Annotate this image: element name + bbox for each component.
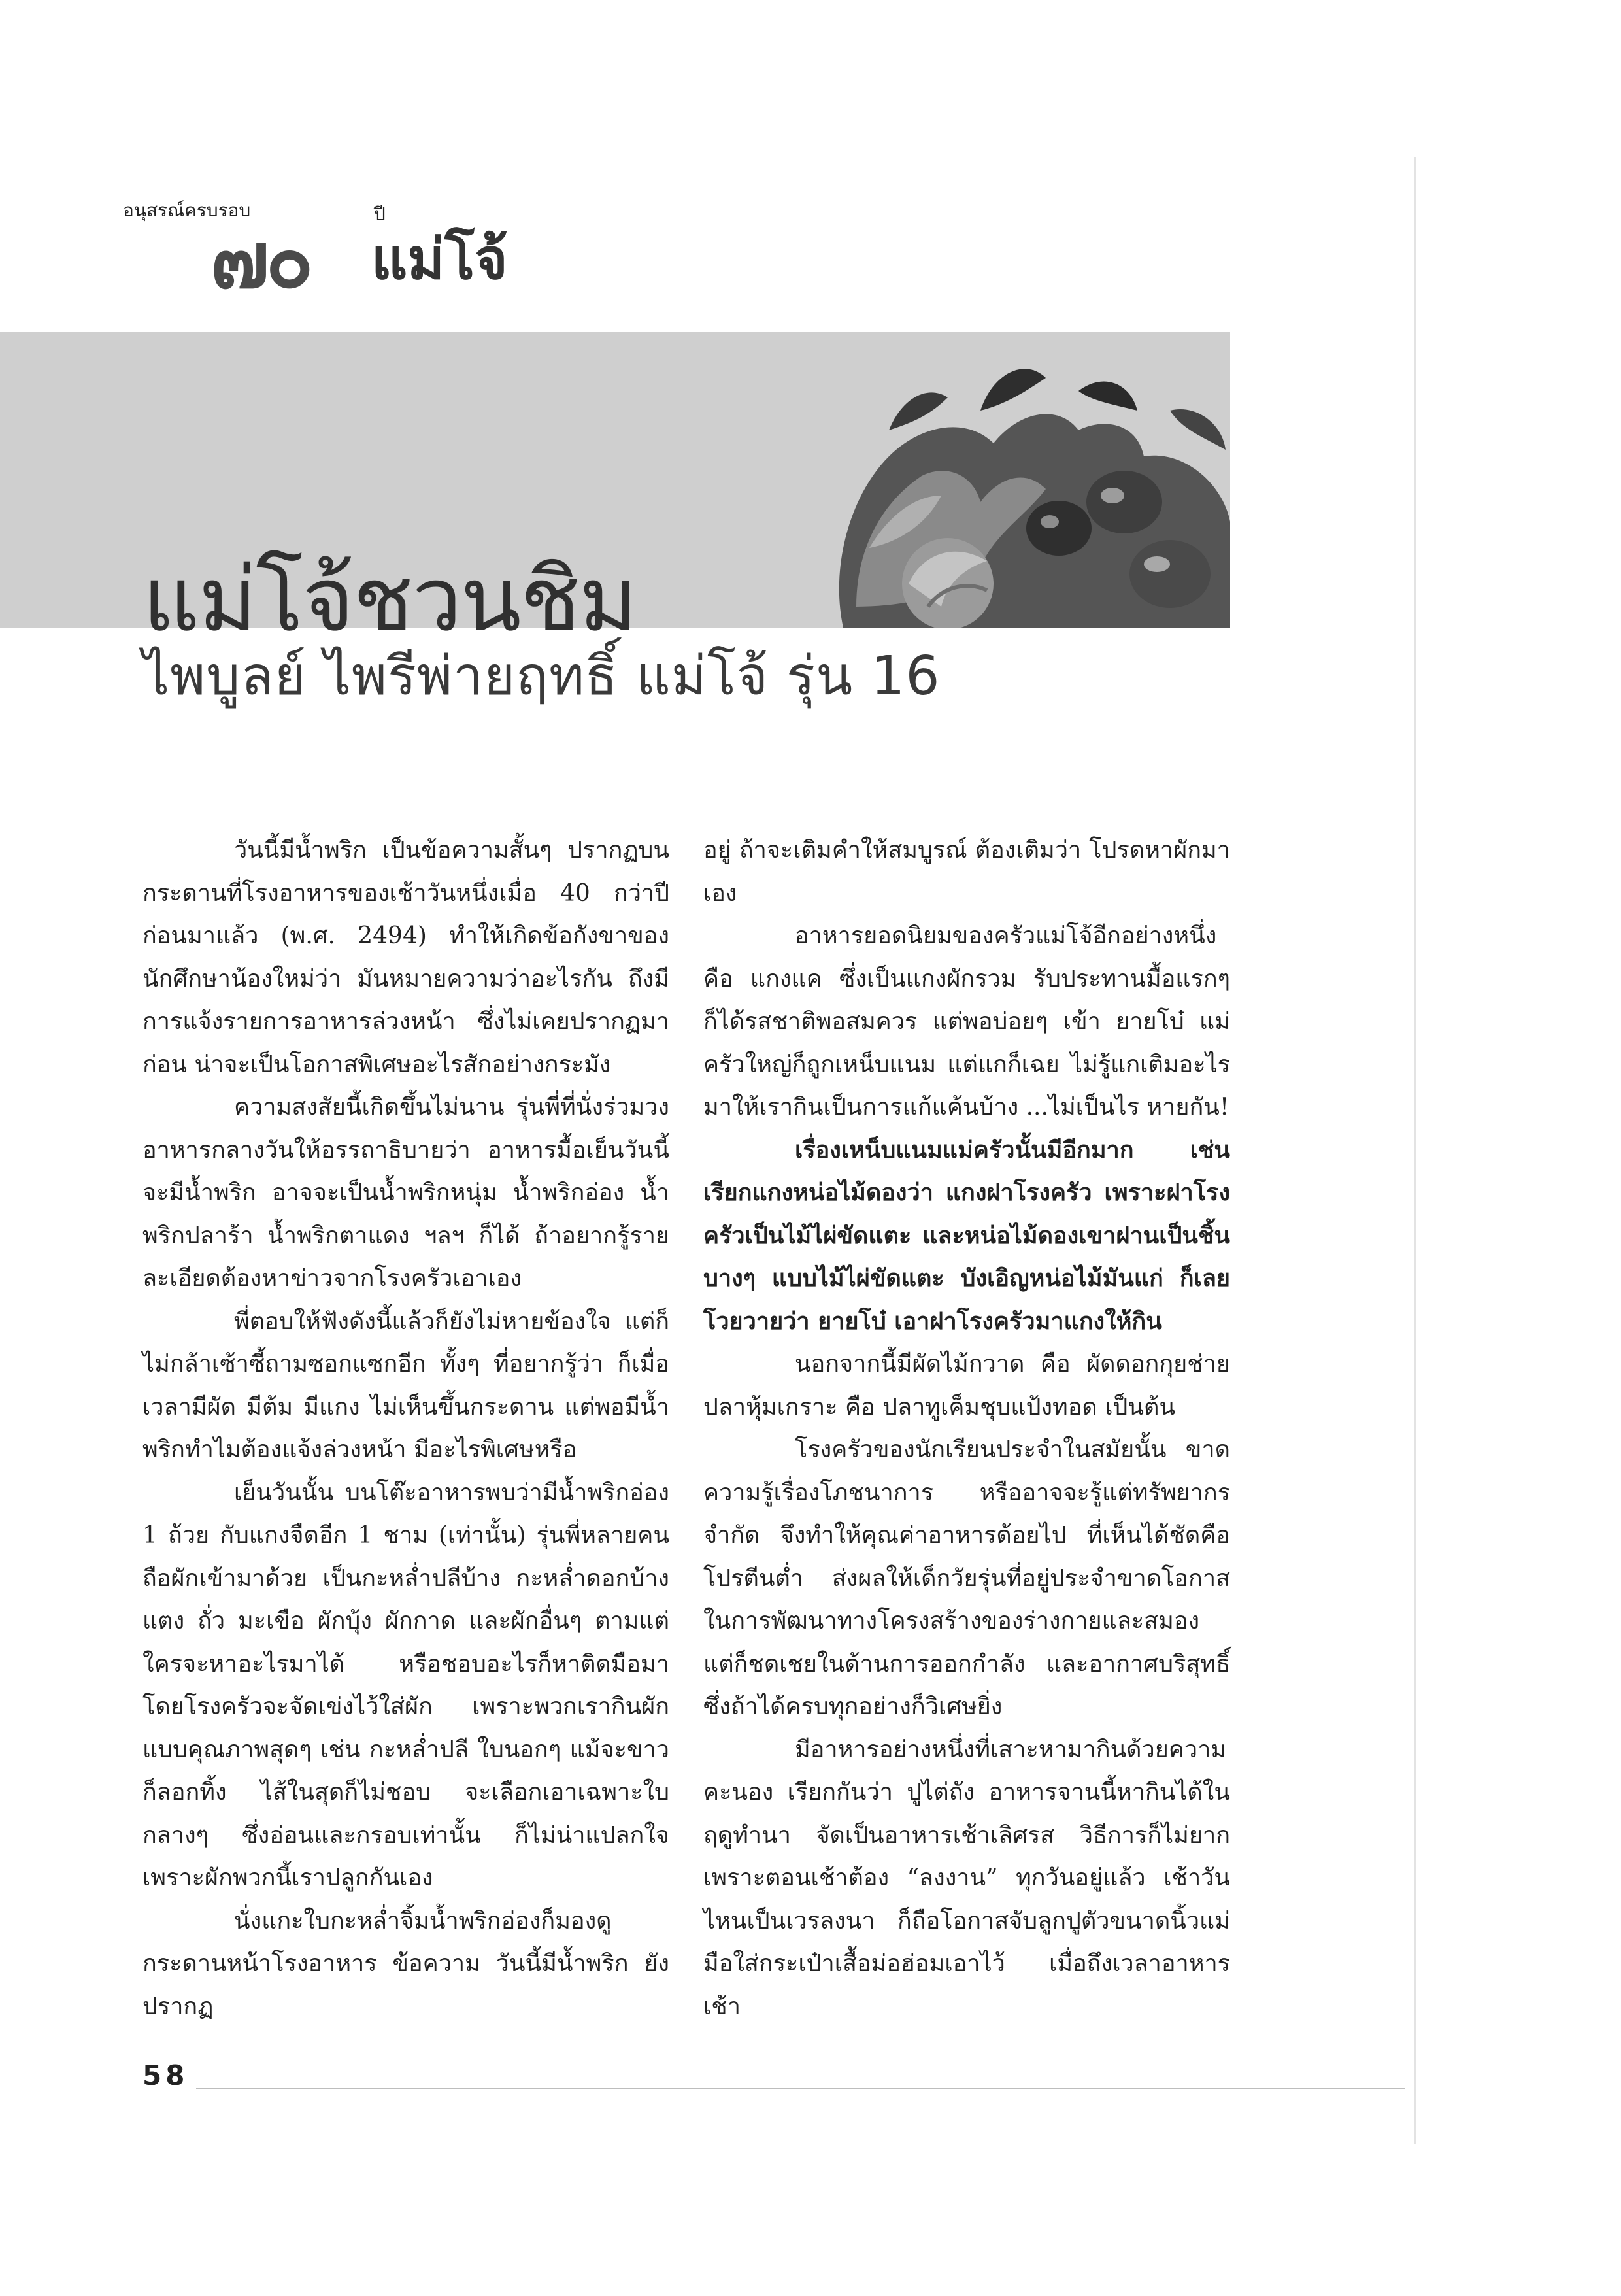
paragraph: พี่ตอบให้ฟังดังนี้แล้วก็ยังไม่หายข้องใจ แต่ก็ไม่กล้าเซ้าซี้ถามซอกแซกอีก ทั้งๆ ที่อยากรู้ว่า ก็เมื่อเวลามีผัด มีต้ม มีแกง ไม่เห็นขึ้นกระดาน แต่พอมีน้ำพริกทำไมต้องแจ้งล่วงหน้า มีอะไรพิเศษหรือ [142,1308,669,1463]
page-number: 58 [142,2059,189,2091]
paragraph: โรงครัวของนักเรียนประจำในสมัยนั้น ขาดความรู้เรื่องโภชนาการ หรืออาจจะรู้แต่ทรัพยากรจำกัด จึงทำให้คุณค่าอาหารด้อยไป ที่เห็นได้ชัดคือ โปรตีนต่ำ ส่งผลให้เด็กวัยรุ่นที่อยู่ประจำขาดโอกาสในการพัฒนาทางโครงสร้างของร่างกายและสมอง แต่ก็ชดเชยในด้านการออกกำลัง และอากาศบริสุทธิ์ซึ่งถ้าได้ครบทุกอย่างก็วิเศษยิ่ง [703,1436,1230,1720]
article-title: แม่โจ้ชวนชิม [142,549,637,652]
vegetable-illustration [830,332,1230,628]
paragraph: นอกจากนี้มีผัดไม้กวาด คือ ผัดดอกกุยช่าย ปลาหุ้มเกราะ คือ ปลาทูเค็มชุบแป้งทอด เป็นต้น [703,1351,1230,1421]
header-anniversary-label: อนุสรณ์ครบรอบ [123,199,251,221]
paragraph: นั่งแกะใบกะหล่ำจิ้มน้ำพริกอ่องก็มองดูกระดานหน้าโรงอาหาร ข้อความ วันนี้มีน้ำพริก ยังปรากฏ [142,1907,669,2020]
paragraph: อยู่ ถ้าจะเติมคำให้สมบูรณ์ ต้องเติมว่า โปรดหาผักมาเอง [703,837,1230,907]
article-column-right [703,829,1230,2028]
paragraph: อาหารยอดนิยมของครัวแม่โจ้อีกอย่างหนึ่ง คือ แกงแค ซึ่งเป็นแกงผักรวม รับประทานมื้อแรกๆ ก็ได้รสชาติพอสมควร แต่พอบ่อยๆ เข้า ยายโบ๋ แม่ครัวใหญ่ก็ถูกเหน็บแนม แต่แกก็เฉย ไม่รู้แกเติมอะไรมาให้เรากินเป็นการแก้แค้นบ้าง ...ไม่เป็นไร หายกัน! [703,922,1230,1121]
paragraph: วันนี้มีน้ำพริก เป็นข้อความสั้นๆ ปรากฏบนกระดานที่โรงอาหารของเช้าวันหนึ่งเมื่อ 40 กว่าปีก่อนมาแล้ว (พ.ศ. 2494) ทำให้เกิดข้อกังขาของนักศึกษาน้องใหม่ว่า มันหมายความว่าอะไรกัน ถึงมีการแจ้งรายการอาหารล่วงหน้า ซึ่งไม่เคยปรากฏมาก่อน น่าจะเป็นโอกาสพิเศษอะไรสักอย่างกระมัง [142,837,669,1078]
paragraph: มีอาหารอย่างหนึ่งที่เสาะหามากินด้วยความคะนอง เรียกกันว่า ปูไต่ถัง อาหารจานนี้หากินได้ในฤดูทำนา จัดเป็นอาหารเช้าเลิศรส วิธีการก็ไม่ยาก เพราะตอนเช้าต้อง “ลงงาน” ทุกวันอยู่แล้ว เช้าวันไหนเป็นเวรลงนา ก็ถือโอกาสจับลูกปูตัวขนาดนิ้วแม่มือใส่กระเป๋าเสื้อม่อฮ่อมเอาไว้ เมื่อถึงเวลาอาหารเช้า [703,1736,1230,2020]
paragraph: เย็นวันนั้น บนโต๊ะอาหารพบว่ามีน้ำพริกอ่อง 1 ถ้วย กับแกงจืดอีก 1 ชาม (เท่านั้น) รุ่นพี่หลายคนถือผักเข้ามาด้วย เป็นกะหล่ำปลีบ้าง กะหล่ำดอกบ้าง แตง ถั่ว มะเขือ ผักบุ้ง ผักกาด และผักอื่นๆ ตามแต่ใครจะหาอะไรมาได้ หรือชอบอะไรก็หาติดมือมา โดยโรงครัวจะจัดเข่งไว้ใส่ผัก เพราะพวกเรากินผักแบบคุณภาพสุดๆ เช่น กะหล่ำปลี ใบนอกๆ แม้จะขาวก็ลอกทิ้ง ไส้ในสุดก็ไม่ชอบ จะเลือกเอาเฉพาะใบกลางๆ ซึ่งอ่อนและกรอบเท่านั้น ก็ไม่น่าแปลกใจเพราะผักพวกนี้เราปลูกกันเอง [142,1479,669,1891]
header-anniversary-number: ๗๐ [210,214,310,306]
header-year-suffix: ปี [374,203,386,225]
header-maejo-word: แม่โจ้ [371,226,508,292]
paragraph: ความสงสัยนี้เกิดขึ้นไม่นาน รุ่นพี่ที่นั่งร่วมวงอาหารกลางวันให้อรรถาธิบายว่า อาหารมื้อเย็นวันนี้จะมีน้ำพริก อาจจะเป็นน้ำพริกหนุ่ม น้ำพริกอ่อง น้ำพริกปลาร้า น้ำพริกตาแดง ฯลฯ ก็ได้ ถ้าอยากรู้รายละเอียดต้องหาข่าวจากโรงครัวเอาเอง [142,1094,669,1292]
article-column-left [142,829,669,2028]
paragraph-bold: เรื่องเหน็บแนมแม่ครัวนั้นมีอีกมาก เช่น เรียกแกงหน่อไม้ดองว่า แกงฝาโรงครัว เพราะฝาโรงครัวเป็นไม้ไผ่ขัดแตะ และหน่อไม้ดองเขาฝานเป็นชิ้นบางๆ แบบไม้ไผ่ขัดแตะ บังเอิญหน่อไม้มันแก่ ก็เลยโวยวายว่า ยายโบ๋ เอาฝาโรงครัวมาแกงให้กิน [703,1136,1230,1335]
page-edge-line [1414,157,1416,2144]
article-byline: ไพบูลย์ ไพรีพ่ายฤทธิ์ แม่โจ้ รุ่น 16 [142,645,941,707]
footer-divider [196,2088,1405,2089]
